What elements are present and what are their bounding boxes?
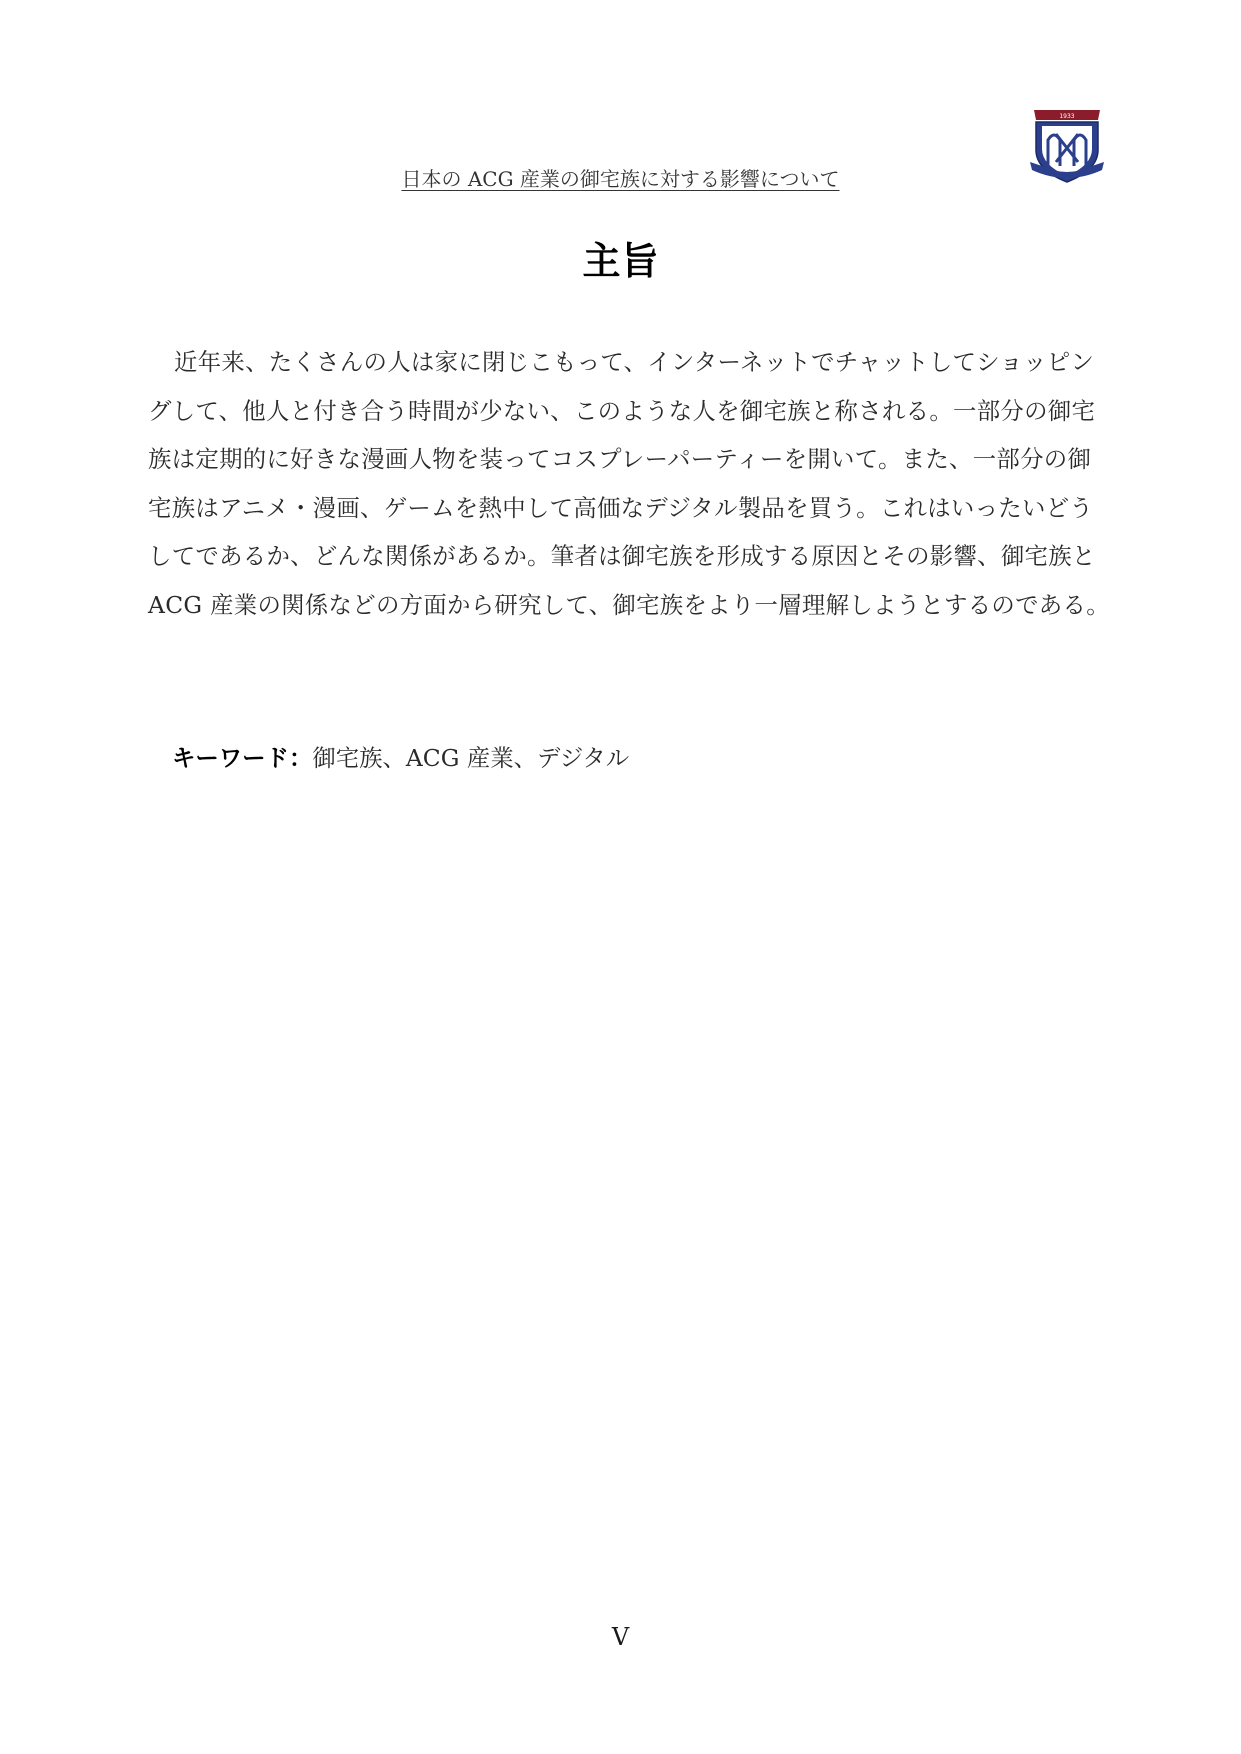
running-header-title: 日本の ACG 産業の御宅族に対する影響について xyxy=(401,167,840,191)
page-title: 主旨 xyxy=(582,239,659,283)
university-crest-logo xyxy=(1028,104,1106,186)
page-number: V xyxy=(611,1623,630,1651)
keywords-label: キーワード： xyxy=(172,744,313,772)
keywords-line xyxy=(172,738,629,778)
logo-year: 1933 xyxy=(1059,113,1075,120)
keywords-value: 御宅族、ACG 産業、デジタル xyxy=(312,744,630,772)
abstract-paragraph: 近年来、たくさんの人は家に閉じこもって、インターネットでチャットしてショッピングして、他人と付き合う時間が少ない、このような人を御宅族と称される。一部分の御宅族は定期的に好きな漫画人物を装ってコスプレーパーティーを開いて。また、一部分の御宅族はアニメ・漫画、ゲームを熱中して高価なデジタル製品を買う。これはいったいどうしてであるか、どんな関係があるか。筆者は御宅族を形成する原因とその影響、御宅族と ACG 産業の関係などの方面から研究して、御宅族をより一層理解しようとするのである。 xyxy=(148,348,1110,619)
